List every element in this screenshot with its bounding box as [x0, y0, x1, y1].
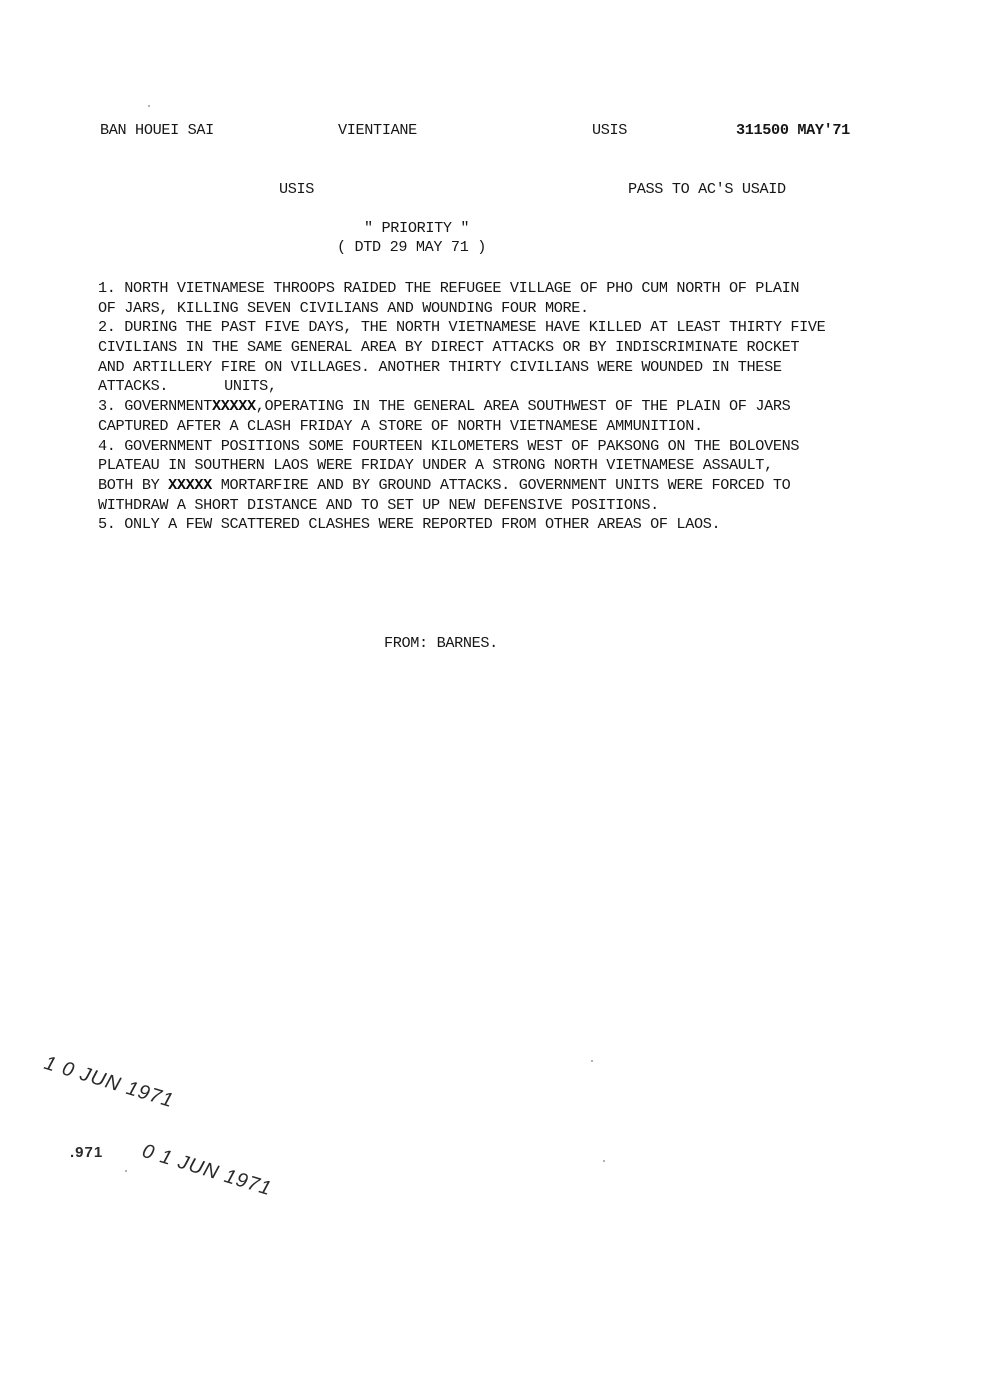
body-line: CAPTURED AFTER A CLASH FRIDAY A STORE OF NORTH VIETNAMESE AMMUNITION. — [98, 416, 703, 435]
pass-instruction: PASS TO AC'S USAID — [628, 180, 786, 198]
date-stamp-received: 1 0 JUN 1971 — [41, 1052, 177, 1113]
body-line: 4. GOVERNMENT POSITIONS SOME FOURTEEN KILOMETERS WEST OF PAKSONG ON THE BOLOVENS — [98, 436, 800, 455]
body-line: CIVILIANS IN THE SAME GENERAL AREA BY DIRECT ATTACKS OR BY INDISCRIMINATE ROCKET — [98, 338, 800, 357]
struck-out-text: XXXXX — [168, 475, 212, 494]
date-time-group: 311500 MAY'71 — [736, 121, 850, 139]
body-line: 5. ONLY A FEW SCATTERED CLASHES WERE REPORTED FROM OTHER AREAS OF LAOS. — [98, 515, 721, 534]
body-text: ATTACKS. — [98, 377, 169, 396]
struck-out-text: XXXXX — [211, 397, 256, 416]
body-text: BOTH BY — [98, 475, 160, 494]
partial-stamp: .971 — [70, 1144, 104, 1161]
paper-speck — [148, 105, 150, 107]
body-line: WITHDRAW A SHORT DISTANCE AND TO SET UP NEW DEFENSIVE POSITIONS. — [98, 495, 659, 514]
agency: USIS — [592, 121, 628, 139]
dated-label: ( DTD 29 MAY 71 ) — [337, 238, 486, 256]
message-body — [98, 279, 825, 535]
body-text: 3. GOVERNMENT — [98, 397, 212, 416]
body-line: PLATEAU IN SOUTHERN LAOS WERE FRIDAY UNDER A STRONG NORTH VIETNAMESE ASSAULT, — [98, 456, 773, 475]
paper-speck — [591, 1060, 593, 1062]
body-line: 2. DURING THE PAST FIVE DAYS, THE NORTH VIETNAMESE HAVE KILLED AT LEAST THIRTY FIVE — [98, 318, 826, 337]
priority-label: " PRIORITY " — [364, 219, 470, 237]
paper-speck — [603, 1160, 605, 1162]
body-line — [98, 377, 825, 397]
body-line — [98, 397, 825, 417]
inserted-correction: UNITS, — [224, 377, 277, 396]
body-line: 1. NORTH VIETNAMESE THROOPS RAIDED THE REFUGEE VILLAGE OF PHO CUM NORTH OF PLAIN — [98, 279, 800, 297]
origin-station: BAN HOUEI SAI — [100, 121, 214, 139]
sender-signature: FROM: BARNES. — [384, 634, 498, 652]
body-line: AND ARTILLERY FIRE ON VILLAGES. ANOTHER THIRTY CIVILIANS WERE WOUNDED IN THESE — [98, 357, 782, 376]
body-line — [98, 476, 825, 496]
addressee: USIS — [279, 180, 315, 198]
city: VIENTIANE — [338, 121, 417, 139]
body-text: MORTARFIRE AND BY GROUND ATTACKS. GOVERNMENT UNITS WERE FORCED TO — [220, 475, 791, 494]
body-line: OF JARS, KILLING SEVEN CIVILIANS AND WOUNDING FOUR MORE. — [98, 298, 589, 317]
body-text: ,OPERATING IN THE GENERAL AREA SOUTHWEST OF THE PLAIN OF JARS — [255, 397, 791, 416]
date-stamp-processed: 0 1 JUN 1971 — [139, 1140, 275, 1201]
paper-speck — [125, 1170, 127, 1172]
